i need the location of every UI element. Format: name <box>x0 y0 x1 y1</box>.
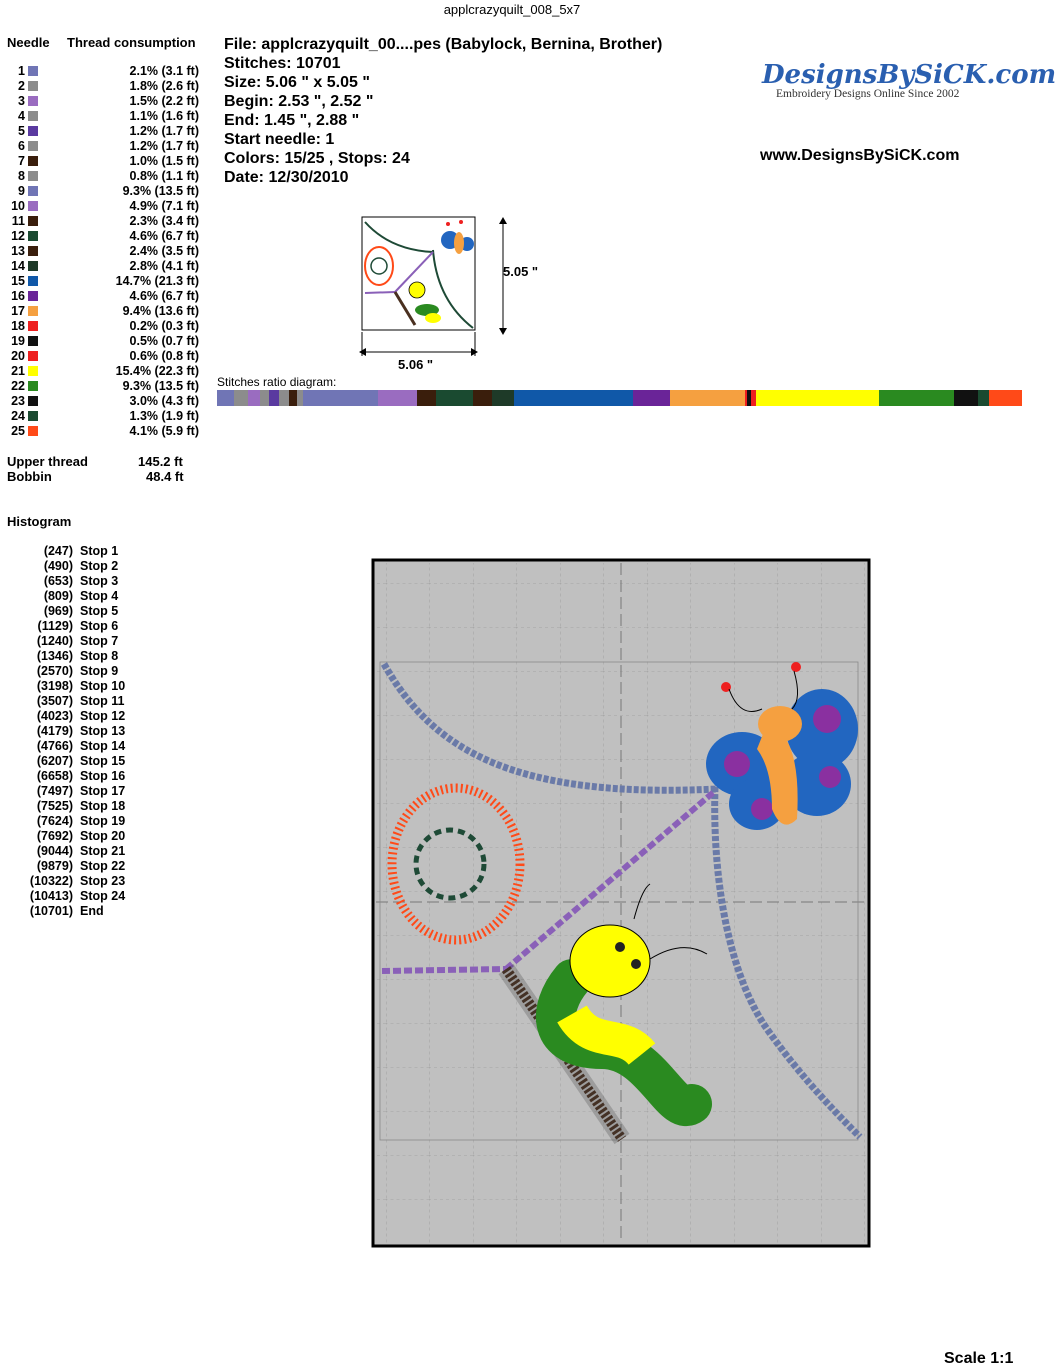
needle-number: 8 <box>18 169 25 183</box>
size-line: Size: 5.06 " x 5.05 " <box>224 74 370 91</box>
stop-label: Stop 7 <box>80 634 119 648</box>
stop-label: Stop 16 <box>80 769 126 783</box>
stop-stitch-count: (6658) <box>36 769 73 783</box>
stop-label: Stop 2 <box>80 559 119 573</box>
ratio-segment <box>492 390 515 406</box>
design-info <box>224 35 662 187</box>
needle-color-swatch <box>28 126 38 136</box>
needle-color-swatch <box>28 141 38 151</box>
ratio-segment <box>417 390 435 406</box>
stop-stitch-count: (9044) <box>36 844 73 858</box>
stop-label: Stop 24 <box>80 889 126 903</box>
needle-consumption: 9.4% (13.6 ft) <box>122 304 199 318</box>
stop-stitch-count: (490) <box>43 559 73 573</box>
thumb-width-label: 5.06 " <box>398 357 434 372</box>
stop-stitch-count: (10413) <box>29 889 73 903</box>
needle-consumption: 15.4% (22.3 ft) <box>115 364 199 378</box>
needle-number: 6 <box>18 139 25 153</box>
ratio-segment <box>289 390 297 406</box>
colors-line: Colors: 15/25 , Stops: 24 <box>224 150 410 167</box>
needle-number: 9 <box>18 184 25 198</box>
ratio-segment <box>248 390 260 406</box>
needle-number: 23 <box>11 394 25 408</box>
stop-stitch-count: (3198) <box>36 679 73 693</box>
needle-consumption: 0.2% (0.3 ft) <box>129 319 199 333</box>
stop-label: Stop 8 <box>80 649 119 663</box>
needle-color-swatch <box>28 366 38 376</box>
ratio-segment <box>217 390 234 406</box>
needle-color-swatch <box>28 306 38 316</box>
stop-label: Stop 17 <box>80 784 126 798</box>
needle-consumption: 1.8% (2.6 ft) <box>129 79 199 93</box>
needle-consumption: 4.6% (6.7 ft) <box>129 229 199 243</box>
needle-consumption: 3.0% (4.3 ft) <box>129 394 199 408</box>
scale-label: Scale 1:1 <box>944 1350 1014 1367</box>
ratio-segment <box>436 390 473 406</box>
stop-label: End <box>80 904 104 918</box>
needle-consumption: 2.3% (3.4 ft) <box>129 214 199 228</box>
stop-label: Stop 19 <box>80 814 126 828</box>
stop-label: Stop 11 <box>80 694 125 708</box>
needle-color-swatch <box>28 156 38 166</box>
stop-label: Stop 20 <box>80 829 126 843</box>
needle-color-swatch <box>28 111 38 121</box>
needle-list <box>0 64 215 444</box>
start-needle-line: Start needle: 1 <box>224 131 335 148</box>
needle-color-swatch <box>28 96 38 106</box>
document-title: applcrazyquilt_008_5x7 <box>443 2 581 17</box>
needle-color-swatch <box>28 276 38 286</box>
stop-stitch-count: (10701) <box>29 904 73 918</box>
stitches-line: Stitches: 10701 <box>224 55 341 72</box>
ratio-segment <box>954 390 978 406</box>
designsbysick-logo: DesignsBySiCK.com <box>762 60 1056 90</box>
histogram-label: Histogram <box>7 514 72 529</box>
needle-consumption: 1.0% (1.5 ft) <box>129 154 199 168</box>
stop-stitch-count: (7692) <box>36 829 73 843</box>
stop-stitch-count: (1129) <box>37 619 73 633</box>
end-line: End: 1.45 ", 2.88 " <box>224 112 360 129</box>
ratio-segment <box>303 390 378 406</box>
logo-tagline: Embroidery Designs Online Since 2002 <box>776 88 960 100</box>
needle-consumption: 14.7% (21.3 ft) <box>115 274 199 288</box>
stop-stitch-count: (4023) <box>36 709 73 723</box>
needle-consumption: 9.3% (13.5 ft) <box>122 184 199 198</box>
needle-consumption: 9.3% (13.5 ft) <box>122 379 199 393</box>
stop-label: Stop 21 <box>80 844 126 858</box>
stop-stitch-count: (2570) <box>36 664 73 678</box>
needle-number: 7 <box>18 154 25 168</box>
ratio-segment <box>269 390 279 406</box>
ratio-label: Stitches ratio diagram: <box>217 375 337 389</box>
needle-color-swatch <box>28 81 38 91</box>
design-thumbnail <box>355 210 555 380</box>
ratio-segment <box>978 390 988 406</box>
stop-stitch-count: (6207) <box>36 754 73 768</box>
stop-label: Stop 22 <box>80 859 126 873</box>
needle-consumption: 4.9% (7.1 ft) <box>129 199 199 213</box>
needle-consumption: 2.4% (3.5 ft) <box>129 244 199 258</box>
stop-label: Stop 9 <box>80 664 119 678</box>
needle-consumption: 0.6% (0.8 ft) <box>129 349 199 363</box>
needle-color-swatch <box>28 381 38 391</box>
bobbin-value: 48.4 ft <box>146 469 184 484</box>
needle-color-swatch <box>28 351 38 361</box>
needle-number: 12 <box>11 229 25 243</box>
needle-number: 21 <box>11 364 25 378</box>
needle-consumption: 1.2% (1.7 ft) <box>129 139 199 153</box>
needle-color-swatch <box>28 426 38 436</box>
stop-label: Stop 18 <box>80 799 126 813</box>
stop-label: Stop 15 <box>80 754 126 768</box>
ratio-segment <box>756 390 880 406</box>
file-line: File: applcrazyquilt_00....pes (Babylock, Bernina, Brother) <box>224 36 663 53</box>
needle-number: 17 <box>11 304 25 318</box>
ratio-segment <box>879 390 954 406</box>
needle-consumption: 1.3% (1.9 ft) <box>129 409 199 423</box>
needle-color-swatch <box>28 261 38 271</box>
stop-label: Stop 1 <box>80 544 119 558</box>
stop-label: Stop 13 <box>80 724 126 738</box>
needle-color-swatch <box>28 246 38 256</box>
stop-stitch-count: (7624) <box>36 814 73 828</box>
needle-color-swatch <box>28 291 38 301</box>
needle-number: 5 <box>18 124 25 138</box>
ratio-segment <box>670 390 746 406</box>
needle-consumption: 0.5% (0.7 ft) <box>129 334 199 348</box>
needle-number: 15 <box>11 274 25 288</box>
needle-number: 11 <box>11 214 25 228</box>
begin-line: Begin: 2.53 ", 2.52 " <box>224 93 374 110</box>
hoop-preview <box>372 559 870 1247</box>
needle-consumption: 2.8% (4.1 ft) <box>129 259 199 273</box>
thread-consumption-header: Thread consumption <box>67 35 196 50</box>
needle-number: 1 <box>18 64 25 78</box>
stop-stitch-count: (247) <box>43 544 73 558</box>
needle-number: 4 <box>18 109 25 123</box>
needle-number: 14 <box>11 259 25 273</box>
stop-stitch-count: (4766) <box>36 739 73 753</box>
stop-stitch-count: (969) <box>43 604 73 618</box>
stop-stitch-count: (1346) <box>36 649 73 663</box>
needle-number: 25 <box>11 424 25 438</box>
needle-color-swatch <box>28 411 38 421</box>
stop-label: Stop 12 <box>80 709 126 723</box>
needle-color-swatch <box>28 321 38 331</box>
stop-list <box>0 544 160 924</box>
needle-number: 16 <box>11 289 25 303</box>
ratio-segment <box>989 390 1022 406</box>
stop-stitch-count: (3507) <box>36 694 73 708</box>
needle-number: 19 <box>11 334 25 348</box>
needle-consumption: 4.6% (6.7 ft) <box>129 289 199 303</box>
stop-label: Stop 14 <box>80 739 126 753</box>
stop-label: Stop 23 <box>80 874 126 888</box>
needle-consumption: 1.2% (1.7 ft) <box>129 124 199 138</box>
ratio-segment <box>378 390 417 406</box>
needle-color-swatch <box>28 231 38 241</box>
stop-stitch-count: (809) <box>43 589 73 603</box>
needle-consumption: 4.1% (5.9 ft) <box>129 424 199 438</box>
ratio-segment <box>514 390 632 406</box>
needle-number: 22 <box>11 379 25 393</box>
stop-stitch-count: (7497) <box>36 784 73 798</box>
stop-stitch-count: (10322) <box>29 874 73 888</box>
ratio-segment <box>279 390 289 406</box>
needle-number: 18 <box>11 319 25 333</box>
stop-label: Stop 5 <box>80 604 119 618</box>
needle-header: Needle <box>7 35 50 50</box>
stop-stitch-count: (1240) <box>36 634 73 648</box>
ratio-segment <box>260 390 269 406</box>
needle-number: 3 <box>18 94 25 108</box>
needle-color-swatch <box>28 201 38 211</box>
needle-consumption: 1.5% (2.2 ft) <box>129 94 199 108</box>
needle-color-swatch <box>28 66 38 76</box>
stop-label: Stop 3 <box>80 574 119 588</box>
needle-color-swatch <box>28 396 38 406</box>
ratio-segment <box>234 390 248 406</box>
stitches-ratio-bar <box>217 390 1022 406</box>
needle-consumption: 1.1% (1.6 ft) <box>129 109 199 123</box>
stop-label: Stop 10 <box>80 679 126 693</box>
needle-color-swatch <box>28 171 38 181</box>
needle-consumption: 0.8% (1.1 ft) <box>129 169 199 183</box>
stop-stitch-count: (7525) <box>36 799 73 813</box>
stop-label: Stop 6 <box>80 619 119 633</box>
needle-number: 13 <box>11 244 25 258</box>
stop-stitch-count: (653) <box>43 574 73 588</box>
upper-thread-value: 145.2 ft <box>138 454 183 469</box>
needle-number: 2 <box>18 79 25 93</box>
needle-number: 10 <box>11 199 25 213</box>
needle-color-swatch <box>28 336 38 346</box>
bobbin-label: Bobbin <box>7 469 52 484</box>
needle-color-swatch <box>28 216 38 226</box>
needle-number: 20 <box>11 349 25 363</box>
stop-label: Stop 4 <box>80 589 119 603</box>
needle-number: 24 <box>11 409 25 423</box>
upper-thread-label: Upper thread <box>7 454 88 469</box>
needle-consumption: 2.1% (3.1 ft) <box>129 64 199 78</box>
stop-stitch-count: (4179) <box>36 724 73 738</box>
ratio-segment <box>473 390 492 406</box>
site-url: www.DesignsBySiCK.com <box>760 147 960 164</box>
date-line: Date: 12/30/2010 <box>224 169 349 186</box>
needle-color-swatch <box>28 186 38 196</box>
thumb-height-label: 5.05 " <box>503 264 539 279</box>
ratio-segment <box>633 390 670 406</box>
stop-stitch-count: (9879) <box>36 859 73 873</box>
